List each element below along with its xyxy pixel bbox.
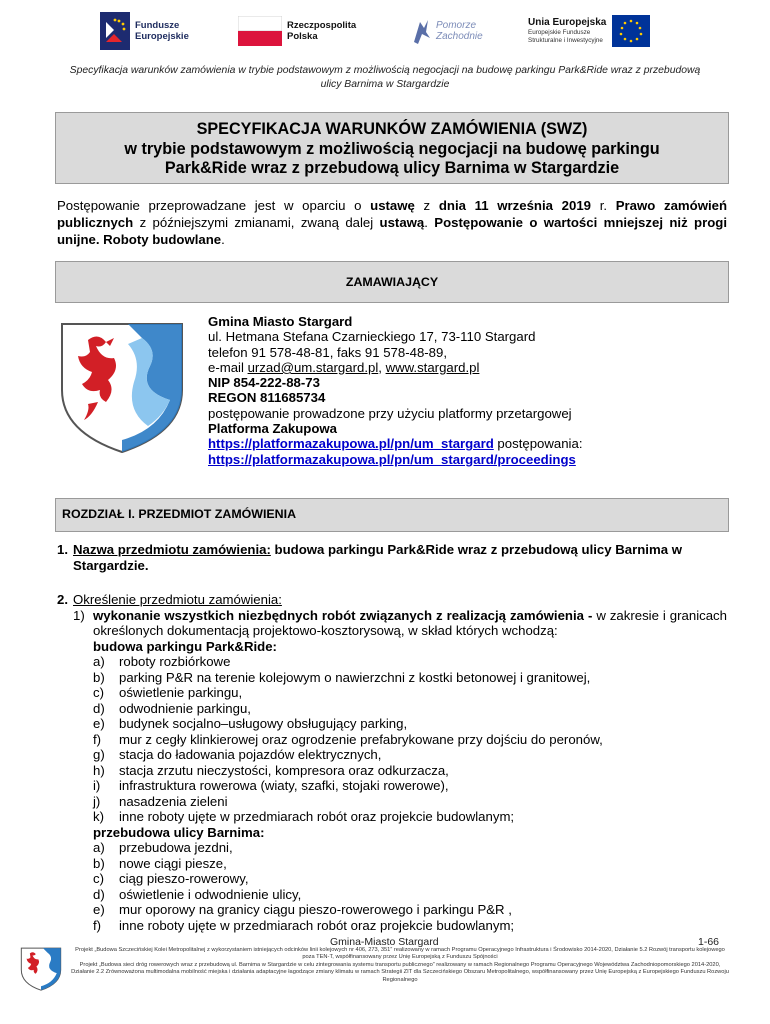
item-2-point-1 (73, 608, 727, 639)
point-1-text (93, 608, 727, 639)
list-item-text: ciąg pieszo-rowerowy, (119, 871, 249, 886)
item-2-label: Określenie przedmiotu zamówienia: (73, 592, 282, 607)
list-item (93, 763, 727, 779)
list-item (93, 794, 727, 810)
intro-bold: Postępowanie o wartości mniejszej niż progi unijne. Roboty budowlane (57, 215, 727, 247)
fundusze-europejskie-logo (100, 10, 189, 52)
list-item (93, 918, 727, 934)
list-item-letter: a) (93, 654, 105, 669)
intro-bold: ustawą (379, 215, 425, 230)
group-parking-items (93, 654, 727, 825)
footer-page-number: 1-66 (698, 936, 720, 948)
intro-text: . (424, 215, 435, 230)
platform-link-line (208, 436, 728, 451)
point-1-rest: w zakresie i granicach określonych dokumentacją projektowo-kosztorysową, w skład których wchodzą: (93, 607, 727, 638)
pomorze-griffin-icon (410, 16, 432, 46)
item-1-text: budowa parkingu Park&Ride wraz z przebudową ulicy Barnima w Stargardzie. (73, 542, 682, 573)
polish-flag-icon (238, 16, 282, 46)
platform-link-suffix: postępowania: (493, 436, 583, 452)
stargard-crest-icon (58, 320, 186, 455)
list-item (93, 732, 727, 748)
platform-link[interactable]: https://platformazakupowa.pl/pn/um_stargard (208, 436, 494, 452)
list-item-letter: d) (93, 700, 105, 716)
list-item-text: infrastruktura rowerowa (wiaty, szafki, stojaki rowerowe), (119, 778, 449, 793)
list-item (93, 856, 727, 872)
list-item-text: roboty rozbiórkowe (119, 654, 231, 669)
title-line-1: SPECYFIKACJA WARUNKÓW ZAMÓWIENIA (SWZ) (196, 120, 588, 138)
intro-paragraph (57, 197, 727, 248)
scope-list (93, 639, 727, 934)
fundusze-europejskie-icon (100, 12, 130, 50)
group-heading-parking: budowa parkingu Park&Ride: (93, 638, 277, 654)
list-item (93, 887, 727, 903)
list-item-letter: c) (93, 685, 104, 700)
list-item (93, 778, 727, 794)
authority-phone: telefon 91 578-48-81, faks 91 578-48-89, (208, 344, 448, 360)
email-label: e-mail (208, 359, 248, 375)
list-item-text: odwodnienie parkingu, (119, 700, 251, 716)
list-item-text: budynek socjalno–usługowy obsługujący parking, (119, 716, 408, 731)
list-item-text: inne roboty ujęte w przedmiarach robót oraz projekcie budowlanym; (119, 809, 515, 824)
website-link[interactable]: www.stargard.pl (385, 359, 480, 375)
list-item-text: mur oporowy na granicy ciągu pieszo-rowerowego i parkingu P&R , (119, 902, 512, 917)
item-number: 1. (57, 542, 68, 557)
list-item-letter: h) (93, 762, 105, 778)
list-item (93, 685, 727, 701)
item-1-label: Nazwa przedmiotu zamówienia: (73, 542, 271, 557)
document-title-box (55, 112, 729, 184)
authority-email-line (208, 360, 728, 375)
intro-bold: Prawo zamówień publicznych (57, 198, 728, 230)
pomorze-zachodnie-label: Pomorze Zachodnie (436, 20, 483, 42)
list-item (93, 670, 727, 686)
intro-text: z (414, 198, 439, 213)
authority-address: ul. Hetmana Stefana Czarnieckiego 17, 73-110 Stargard (208, 329, 536, 345)
intro-text: r. (591, 198, 616, 213)
platform-name: Platforma Zakupowa (208, 421, 337, 437)
list-item (93, 809, 727, 825)
unia-europejska-logo (528, 10, 650, 52)
list-item (93, 902, 727, 918)
list-item-letter: b) (93, 855, 105, 871)
item-1-body (73, 542, 727, 573)
eu-flag-icon (612, 15, 650, 47)
group-street-items (93, 840, 727, 933)
fundusze-europejskie-label: Fundusze Europejskie (135, 20, 189, 42)
list-item-text: inne roboty ujęte w przedmiarach robót oraz projekcie budowlanym; (119, 917, 515, 933)
authority-nip: NIP 854-222-88-73 (208, 375, 320, 391)
intro-text: . (221, 232, 225, 247)
list-item-text: oświetlenie i odwodnienie ulicy, (119, 886, 302, 902)
authority-regon: REGON 811685734 (208, 390, 326, 406)
list-item-text: stacja do ładowania pojazdów elektrycznych, (119, 747, 382, 762)
list-item-letter: d) (93, 886, 105, 902)
list-item-letter: b) (93, 669, 105, 685)
email-link[interactable]: urzad@um.stargard.pl (247, 359, 379, 375)
footer-project-text (70, 947, 730, 984)
title-line-3: Park&Ride wraz z przebudową ulicy Barnima w Stargardzie (164, 159, 620, 177)
list-item (93, 871, 727, 887)
list-item-letter: g) (93, 747, 105, 762)
list-item-letter: e) (93, 902, 105, 917)
logo-bar (0, 10, 770, 52)
list-item-text: mur z cegły klinkierowej oraz ogrodzenie prefabrykowane przy dojściu do peronów, (119, 731, 603, 747)
platform-text: postępowanie prowadzone przy użyciu platformy przetargowej (208, 405, 572, 421)
list-item-text: przebudowa jezdni, (119, 840, 233, 855)
list-item (93, 716, 727, 732)
intro-bold: ustawę (370, 198, 415, 213)
intro-text: z późniejszymi zmianami, zwaną dalej (133, 215, 380, 230)
header-note: Specyfikacja warunków zamówienia w trybie podstawowym z możliwością negocjacji na budowę parkingu Park&Ride wraz z przebudową ulicy Barnima w Stargardzie (69, 65, 701, 90)
ue-sub2: Strukturalne i Inwestycyjne (528, 37, 603, 44)
email-separator: , (378, 359, 386, 375)
list-item-letter: j) (93, 793, 101, 809)
rzeczpospolita-polska-label: Rzeczpospolita Polska (287, 20, 357, 42)
authority-name: Gmina Miasto Stargard (208, 314, 353, 329)
point-label: 1) (73, 607, 85, 623)
footer-line-2: Projekt „Budowa sieci dróg rowerowych wraz z przebudową ul. Barnima w Stargardzie w celu zintegrowania systemu transportu publicznego” realizowany w ramach Regionalnego Programu Operacyjnego Województwa Zachodniopomorskiego 2014-2020, Działanie 2.2 Zrównoważona multimodalna mobilność miejska i działania adaptacyjne łagodzące zmiany klimatu w ramach Strategii ZIT dla Szczecińskiego Obszaru Metropolitalnego, współfinansowany przez Unię Europejską z Europejskiego Funduszu Rozwoju Regionalnego (71, 961, 729, 983)
item-number: 2. (57, 592, 68, 607)
list-item-letter: c) (93, 871, 104, 886)
point-1-bold: wykonanie wszystkich niezbędnych robót związanych z realizacją zamówienia - (93, 607, 593, 623)
pomorze-zachodnie-logo (410, 10, 483, 52)
list-item (93, 654, 727, 670)
list-item-letter: a) (93, 840, 105, 855)
footer-line-1: Projekt „Budowa Szczecińskiej Kolei Metropolitalnej z wykorzystaniem istniejących odcinków linii kolejowych nr 406, 273, 351” realizowany w ramach Programu Operacyjnego Infrastruktura i Środowisko 2014-2020, Działanie 5.2 Rozwój transportu kolejowego poza TEN-T, współfinansowany przez Unię Europejską z Funduszu Spójności (75, 947, 725, 961)
proceedings-link-line (208, 452, 728, 467)
list-item-letter: f) (93, 917, 102, 933)
intro-bold: dnia 11 września 2019 (438, 198, 592, 213)
zamawiajacy-heading: ZAMAWIAJĄCY (55, 261, 729, 303)
list-item-text: stacja zrzutu nieczystości, kompresora oraz odkurzacza, (119, 762, 449, 778)
footer-center-text: Gmina-Miasto Stargard (330, 936, 439, 948)
section-item-2 (57, 592, 727, 933)
footer-crest-icon (20, 946, 62, 992)
list-item (93, 840, 727, 856)
contracting-authority-contact (208, 314, 728, 467)
title-line-2: w trybie podstawowym z możliwością negocjacji na budowę parkingu (124, 139, 660, 158)
rozdzial-heading: ROZDZIAŁ I. PRZEDMIOT ZAMÓWIENIA (55, 498, 729, 532)
ue-sub1: Europejskie Fundusze (528, 29, 591, 36)
list-item (93, 747, 727, 763)
ue-title: Unia Europejska (528, 17, 607, 28)
unia-europejska-text (528, 17, 606, 45)
intro-text: Postępowanie przeprowadzane jest w oparciu o (57, 198, 371, 213)
list-item-letter: f) (93, 731, 102, 747)
list-item-text: parking P&R na terenie kolejowym o nawierzchni z kostki betonowej i granitowej, (119, 669, 591, 685)
list-item-text: nowe ciągi piesze, (119, 855, 227, 871)
proceedings-link[interactable]: https://platformazakupowa.pl/pn/um_stargard/proceedings (208, 451, 576, 467)
list-item-letter: k) (93, 809, 104, 824)
group-heading-street: przebudowa ulicy Barnima: (93, 824, 265, 840)
list-item-text: nasadzenia zieleni (119, 793, 228, 809)
list-item-text: oświetlenie parkingu, (119, 685, 243, 700)
section-item-1 (57, 542, 727, 573)
list-item (93, 701, 727, 717)
list-item-letter: i) (93, 778, 101, 793)
rzeczpospolita-polska-logo (238, 10, 356, 52)
list-item-letter: e) (93, 716, 105, 731)
